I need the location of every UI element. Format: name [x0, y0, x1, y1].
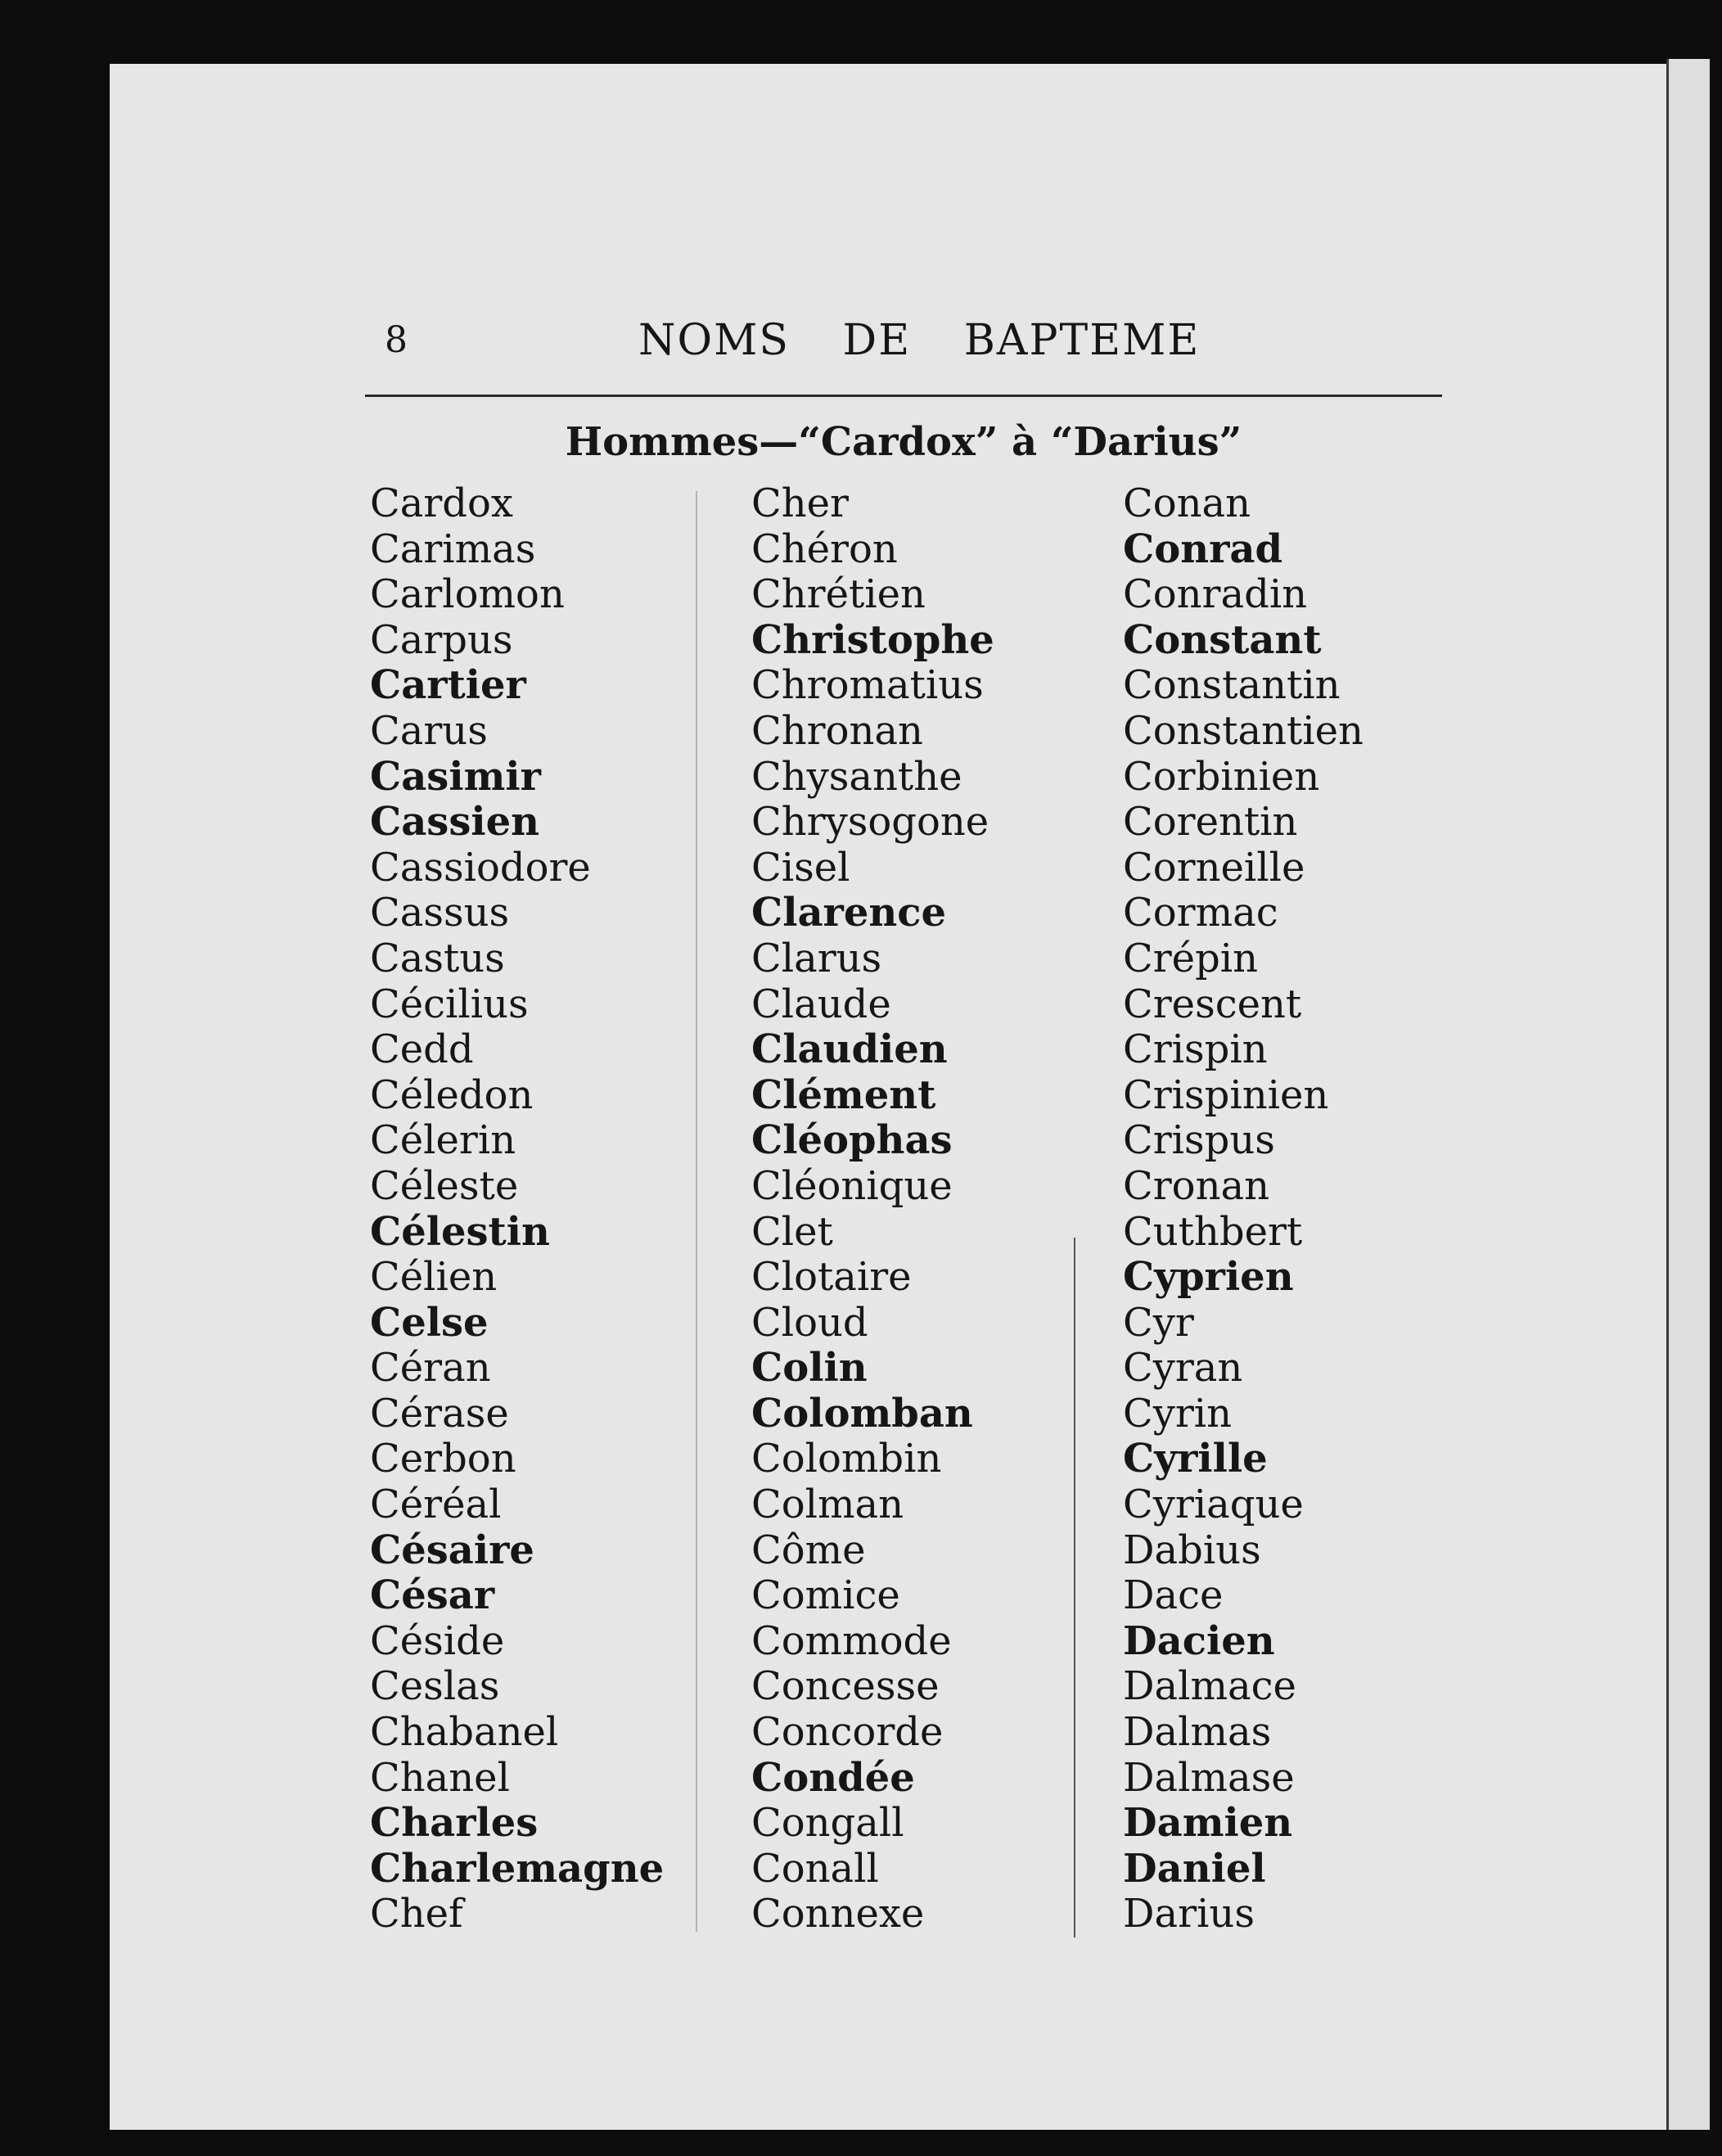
name-entry: Christophe [751, 616, 994, 663]
name-entry: Cyriaque [1123, 1482, 1304, 1528]
name-entry: Celse [370, 1299, 489, 1346]
name-entry: Cassiodore [370, 844, 591, 891]
name-entry: Cormac [1123, 890, 1278, 936]
names-column-2 [751, 481, 994, 1937]
name-entry: Congall [751, 1800, 904, 1847]
name-entry: Chabanel [370, 1709, 559, 1756]
name-entry: Colman [751, 1482, 904, 1528]
name-entry: Chrétien [751, 571, 926, 618]
name-entry: Clet [751, 1208, 833, 1255]
name-entry: Concesse [751, 1663, 940, 1710]
name-entry: Corneille [1123, 844, 1305, 891]
name-entry: Cronan [1123, 1162, 1270, 1209]
name-entry: Charles [370, 1800, 539, 1847]
name-entry: Cassien [370, 799, 540, 846]
name-entry: Chanel [370, 1754, 510, 1801]
name-entry: Claude [751, 981, 891, 1027]
name-entry: Connexe [751, 1891, 925, 1937]
name-entry: Casimir [370, 753, 541, 800]
column-divider [696, 491, 697, 1932]
name-entry: Carus [370, 707, 488, 754]
name-entry: Corbinien [1123, 753, 1320, 800]
name-entry: Cécilius [370, 981, 529, 1027]
name-entry: Céleste [370, 1162, 519, 1209]
name-entry: Dalmas [1123, 1709, 1272, 1756]
name-entry: Chef [370, 1891, 463, 1937]
name-entry: Crescent [1123, 981, 1302, 1027]
name-entry: Castus [370, 935, 505, 981]
name-entry: Chysanthe [751, 753, 962, 800]
name-entry: Cérase [370, 1390, 509, 1437]
name-entry: Dacien [1123, 1617, 1275, 1664]
name-entry: Célerin [370, 1117, 516, 1164]
column-divider [1074, 1238, 1075, 1937]
running-title: NOMS DE BAPTEME [638, 316, 1201, 365]
name-entry: Carimas [370, 525, 536, 572]
name-entry: Célestin [370, 1208, 550, 1255]
name-entry: Crispin [1123, 1026, 1268, 1073]
name-entry: Cyr [1123, 1299, 1194, 1346]
name-entry: Chromatius [751, 662, 984, 709]
name-entry: Ceslas [370, 1663, 500, 1710]
header-rule [365, 395, 1442, 397]
name-entry: Charlemagne [370, 1845, 665, 1892]
names-column-3 [1123, 481, 1364, 1937]
name-entry: Chrysogone [751, 799, 989, 846]
name-entry: Cyran [1123, 1345, 1243, 1391]
name-entry: Claudien [751, 1026, 948, 1073]
name-entry: Cher [751, 480, 849, 526]
name-entry: Crispus [1123, 1117, 1275, 1164]
name-entry: Cloud [751, 1299, 868, 1346]
name-entry: Dace [1123, 1572, 1224, 1619]
name-entry: Dalmace [1123, 1663, 1296, 1710]
name-entry: Côme [751, 1527, 866, 1573]
name-entry: Carlomon [370, 571, 565, 618]
names-column-1 [370, 481, 664, 1937]
name-entry: Concorde [751, 1709, 944, 1756]
name-entry: Dabius [1123, 1527, 1261, 1573]
name-entry: Dalmase [1123, 1754, 1295, 1801]
name-entry: Darius [1123, 1891, 1255, 1937]
page-number: 8 [385, 319, 408, 361]
name-entry: Cisel [751, 844, 850, 891]
name-entry: Conrad [1123, 525, 1283, 572]
name-entry: Céledon [370, 1071, 534, 1118]
name-entry: Céside [370, 1617, 505, 1664]
name-entry: Céréal [370, 1482, 502, 1528]
name-entry: Cyrille [1123, 1436, 1268, 1482]
name-entry: Chéron [751, 525, 898, 572]
facing-page-edge [1666, 59, 1710, 2130]
name-entry: César [370, 1572, 495, 1619]
name-entry: Célien [370, 1254, 498, 1301]
name-entry: Clarence [751, 890, 947, 936]
name-entry: Colombin [751, 1436, 942, 1482]
name-entry: Comice [751, 1572, 900, 1619]
name-entry: Cyprien [1123, 1254, 1294, 1301]
name-entry: Conan [1123, 480, 1251, 526]
name-entry: Clotaire [751, 1254, 912, 1301]
name-entry: Cuthbert [1123, 1208, 1303, 1255]
name-entry: Cartier [370, 662, 526, 709]
name-entry: Cardox [370, 480, 513, 526]
name-entry: Colomban [751, 1390, 973, 1437]
name-entry: Cléonique [751, 1162, 953, 1209]
name-entry: Carpus [370, 616, 513, 663]
name-entry: Crépin [1123, 935, 1259, 981]
name-entry: Daniel [1123, 1845, 1266, 1892]
name-entry: Damien [1123, 1800, 1293, 1847]
name-entry: Chronan [751, 707, 923, 754]
name-entry: Corentin [1123, 799, 1298, 846]
name-entry: Conall [751, 1845, 879, 1892]
name-entry: Colin [751, 1345, 868, 1391]
name-entry: Conradin [1123, 571, 1308, 618]
name-entry: Clarus [751, 935, 882, 981]
section-title: Hommes—“Cardox” à “Darius” [565, 419, 1242, 465]
name-entry: Commode [751, 1617, 952, 1664]
name-entry: Cléophas [751, 1117, 953, 1164]
name-entry: Cerbon [370, 1436, 516, 1482]
name-entry: Césaire [370, 1527, 534, 1573]
name-entry: Cyrin [1123, 1390, 1233, 1437]
name-entry: Condée [751, 1754, 915, 1801]
name-entry: Cassus [370, 890, 510, 936]
name-entry: Crispinien [1123, 1071, 1329, 1118]
name-entry: Constantien [1123, 707, 1364, 754]
name-entry: Clément [751, 1071, 936, 1118]
name-entry: Constantin [1123, 662, 1341, 709]
name-entry: Constant [1123, 616, 1322, 663]
name-entry: Céran [370, 1345, 491, 1391]
name-entry: Cedd [370, 1026, 474, 1073]
